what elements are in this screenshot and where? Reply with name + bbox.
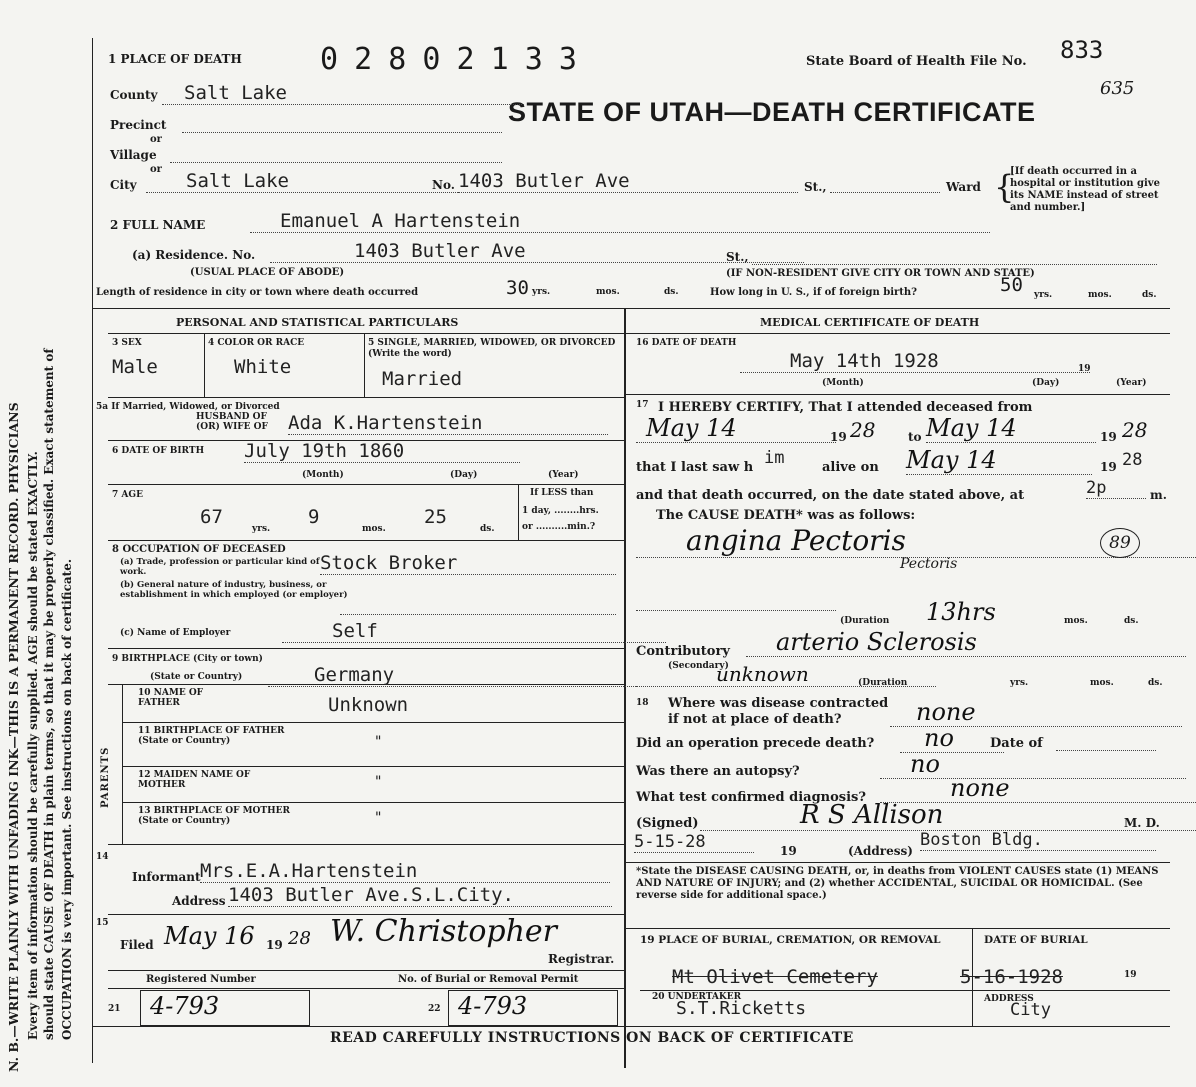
operation-label: Did an operation precede death? [636, 736, 875, 751]
him-value: im [764, 448, 785, 468]
footer-instructions: READ CAREFULLY INSTRUCTIONS ON BACK OF CERTIFICATE [330, 1030, 854, 1046]
burial-place-label: 19 PLACE OF BURIAL, CREMATION, OR REMOVAL [640, 934, 941, 946]
us-mos: mos. [1088, 290, 1112, 300]
mother-name-value: " [374, 774, 383, 790]
precinct-line [182, 118, 502, 133]
file-number-label: State Board of Health File No. [806, 54, 1027, 69]
occurred-label: and that death occurred, on the date stated above, at [636, 488, 1025, 503]
date-year-prefix: 19 [1078, 364, 1091, 374]
registered-number-label: Registered Number [146, 974, 256, 985]
dob-value: July 19th 1860 [244, 440, 520, 463]
length-residence-label: Length of residence in city or town where death occurred [96, 287, 419, 298]
contracted-label-2: if not at place of death? [668, 712, 842, 727]
informant-number: 14 [96, 852, 109, 862]
from-year-prefix: 19 [830, 430, 847, 444]
spouse-value: Ada K.Hartenstein [288, 412, 608, 435]
dob-day-label: (Day) [450, 470, 478, 480]
less-label-1: If LESS than [530, 488, 594, 498]
informant-label: Informant [132, 870, 201, 884]
father-birthplace-label: 11 BIRTHPLACE OF FATHER (State or Country) [138, 726, 285, 746]
section-divider [92, 308, 1170, 309]
contributory-label: Contributory [636, 644, 730, 659]
certify-text: I HEREBY CERTIFY, That I attended deceased from [658, 400, 1033, 415]
undertaker-address-label: ADDRESS [984, 994, 1034, 1004]
cause-value: angina Pectoris [636, 524, 1196, 558]
md-label: M. D. [1124, 816, 1160, 830]
color-label: 4 COLOR OR RACE [208, 338, 305, 348]
filed-year-prefix: 19 [266, 938, 283, 952]
file-number: 833 [1060, 36, 1104, 64]
filed-year: 28 [288, 928, 311, 949]
cause-note: Pectoris [900, 556, 958, 572]
age-mos-label: mos. [362, 524, 386, 534]
age-label: 7 AGE [112, 490, 143, 500]
death-time: 2p [1086, 478, 1146, 499]
birthplace-value: Germany [268, 664, 662, 687]
autopsy-label: Was there an autopsy? [636, 764, 800, 779]
county-value: Salt Lake [162, 82, 524, 105]
address-value: 1403 Butler Ave [458, 170, 798, 193]
no-label: No. [432, 178, 455, 192]
length-mos: mos. [596, 287, 620, 297]
certify-number: 17 [636, 400, 649, 410]
dob-year-label: (Year) [548, 470, 579, 480]
operation-value: no [900, 724, 1004, 753]
document-title: STATE OF UTAH—DEATH CERTIFICATE [508, 97, 1036, 127]
city-value: Salt Lake [146, 170, 466, 193]
ward-line [830, 178, 940, 193]
duration2-yrs: yrs. [1010, 678, 1029, 688]
birthplace-label: 9 BIRTHPLACE (City or town) [112, 654, 263, 664]
q18-number: 18 [636, 698, 649, 708]
precinct-label: Precinct [110, 118, 167, 132]
filed-label: Filed [120, 938, 154, 952]
alive-year-prefix: 19 [1100, 460, 1117, 474]
diagnosis-value: none [880, 774, 1196, 803]
death-month-label: (Month) [822, 378, 864, 388]
burial-place-value: Mt Olivet Cemetery [672, 966, 878, 988]
length-yrs: yrs. [532, 287, 551, 297]
city-label: City [110, 178, 137, 192]
physician-signature: R S Allison [700, 800, 1196, 831]
age-days: 25 [424, 506, 447, 528]
date-of-death-value: May 14th 1928 [740, 350, 1090, 373]
undertaker-value: S.T.Ricketts [676, 998, 807, 1019]
informant-address-label: Address [172, 894, 226, 908]
filed-date: May 16 [164, 922, 255, 950]
less-label-2: 1 day, ........hrs. [522, 506, 599, 516]
occupation-label: 8 OCCUPATION OF DECEASED [112, 544, 286, 555]
sex-value: Male [112, 356, 158, 378]
full-name-value: Emanuel A Hartenstein [250, 210, 990, 233]
contributory-value-2: unknown [636, 662, 936, 687]
burial-permit-label: No. of Burial or Removal Permit [398, 974, 579, 985]
county-label: County [110, 88, 158, 102]
nonresident-label: (IF NON-RESIDENT GIVE CITY OR TOWN AND STATE) [726, 268, 1035, 279]
marital-value: Married [382, 368, 463, 390]
signed-date: 5-15-28 [634, 832, 754, 853]
contracted-value: none [890, 698, 1182, 727]
date-of-death-label: 16 DATE OF DEATH [636, 338, 737, 348]
sidebar-line-4: OCCUPATION is very important. See instructions on back of certificate. [60, 558, 74, 1040]
age-years: 67 [200, 506, 223, 528]
residence-value: 1403 Butler Ave [270, 240, 804, 263]
cause-label: The CAUSE DEATH* was as follows: [656, 508, 916, 523]
undertaker-address-value: City [1010, 1000, 1051, 1020]
item-22: 22 [428, 1004, 441, 1014]
personal-section-title: PERSONAL AND STATISTICAL PARTICULARS [176, 316, 459, 329]
residence-label: (a) Residence. No. [132, 248, 256, 262]
mother-birthplace-label: 13 BIRTHPLACE OF MOTHER (State or Country) [138, 806, 290, 826]
signed-label: (Signed) [636, 816, 699, 831]
filed-number: 15 [96, 918, 109, 928]
age-ds-label: ds. [480, 524, 495, 534]
employer-label: (c) Name of Employer [120, 628, 231, 638]
occupation-a-label: (a) Trade, profession or particular kind of work. [120, 557, 320, 577]
physician-address: Boston Bldg. [920, 830, 1156, 851]
attended-from-year: 28 [850, 418, 876, 442]
hospital-note: [If death occurred in a hospital or institution give its NAME instead of street and number.] [1010, 166, 1160, 213]
frame-left [92, 38, 93, 1063]
or-2: or [150, 164, 162, 175]
usual-abode-label: (USUAL PLACE OF ABODE) [190, 267, 345, 278]
to-year-prefix: 19 [1100, 430, 1117, 444]
st-label: St., [804, 180, 827, 194]
death-year-label: (Year) [1116, 378, 1147, 388]
burial-year-label: 19 [1124, 970, 1137, 980]
less-label-3: or ..........min.? [522, 522, 596, 532]
us-yrs: yrs. [1034, 290, 1053, 300]
employer-value: Self [282, 620, 666, 643]
secondary-label: (Secondary) [668, 661, 729, 671]
length-ds: ds. [664, 287, 679, 297]
duration-label: (Duration [840, 616, 890, 626]
village-label: Village [110, 148, 157, 162]
burial-date-value: 5-16-1928 [960, 966, 1063, 988]
sidebar-line-2: Every item of information should be carefully supplied. AGE should be stated EXACTLY. [26, 451, 40, 1040]
us-ds: ds. [1142, 290, 1157, 300]
informant-address-value: 1403 Butler Ave.S.L.City. [228, 884, 612, 907]
mother-birthplace-value: " [374, 810, 383, 826]
or-1: or [150, 134, 162, 145]
last-saw-label: that I last saw h [636, 460, 754, 475]
us-residence-years: 50 [1000, 274, 1023, 296]
alive-on-label: alive on [822, 460, 879, 475]
duration-mos-label: mos. [1064, 616, 1088, 626]
dob-month-label: (Month) [302, 470, 344, 480]
occupation-value: Stock Broker [320, 552, 616, 575]
father-birthplace-value: " [374, 734, 383, 750]
duration2-mos: mos. [1090, 678, 1114, 688]
duration-ds-label: ds. [1124, 616, 1139, 626]
ward-label: Ward [946, 180, 981, 194]
village-line [170, 148, 502, 163]
father-name-value: Unknown [328, 694, 409, 716]
duration-value: 13hrs [926, 598, 996, 626]
time-m-label: m. [1150, 488, 1167, 502]
brace: { [994, 168, 1015, 206]
color-value: White [234, 356, 292, 378]
autopsy-value: no [880, 750, 1186, 779]
dob-label: 6 DATE OF BIRTH [112, 446, 205, 456]
birthplace-state-label: (State or Country) [150, 672, 243, 682]
cause-code: 89 [1100, 528, 1140, 558]
registered-number-value: 4-793 [150, 992, 220, 1020]
signed-year-label: 19 [780, 844, 797, 858]
length-residence-years: 30 [506, 277, 529, 299]
father-name-label: 10 NAME OF FATHER [138, 688, 204, 708]
certificate-number: 0 2 8 0 2 1 3 3 [320, 42, 579, 77]
residence-st-label: St., [726, 250, 749, 264]
alive-on-date: May 14 [906, 446, 1092, 475]
place-of-death-label: 1 PLACE OF DEATH [108, 52, 242, 66]
contracted-label-1: Where was disease contracted [668, 696, 889, 711]
mother-name-label: 12 MAIDEN NAME OF MOTHER [138, 770, 251, 790]
death-day-label: (Day) [1032, 378, 1060, 388]
file-number-2: 635 [1100, 78, 1135, 99]
occupation-b-label: (b) General nature of industry, business, or establishment in which employed (or employer) [120, 580, 348, 600]
registrar-signature: W. Christopher [330, 914, 558, 949]
to-label: to [908, 430, 922, 444]
attended-from-date: May 14 [636, 414, 836, 443]
sidebar-line-1: N. B.—WRITE PLAINLY WITH UNFADING INK—THIS IS A PERMANENT RECORD. PHYSICIANS [6, 402, 21, 1072]
spouse-label-1: 5a If Married, Widowed, or Divorced [96, 402, 280, 412]
registrar-label: Registrar. [548, 952, 615, 966]
duration2-label: (Duration [858, 678, 908, 688]
full-name-label: 2 FULL NAME [110, 218, 206, 232]
residence-line [752, 250, 1157, 265]
column-divider [624, 308, 626, 1068]
parents-label: PARENTS [100, 746, 111, 808]
burial-date-label: DATE OF BURIAL [984, 934, 1088, 946]
cause-footnote: *State the DISEASE CAUSING DEATH, or, in deaths from VIOLENT CAUSES state (1) MEANS AND NATURE OF INJURY; and (2) whether ACCIDENTAL, SUICIDAL OR HOMICIDAL. (See reverse side for additional space.) [636, 866, 1159, 901]
sex-label: 3 SEX [112, 338, 142, 348]
attended-to-year: 28 [1122, 418, 1148, 442]
marital-label: 5 SINGLE, MARRIED, WIDOWED, OR DIVORCED (Write the word) [368, 338, 616, 359]
age-months: 9 [308, 506, 320, 528]
attended-to-date: May 14 [926, 414, 1096, 443]
informant-value: Mrs.E.A.Hartenstein [200, 860, 610, 883]
diagnosis-label: What test confirmed diagnosis? [636, 790, 866, 805]
age-yrs-label: yrs. [252, 524, 271, 534]
spouse-label-2: HUSBAND OF [196, 412, 267, 422]
permit-number-value: 4-793 [458, 992, 528, 1020]
date-of-label: Date of [990, 736, 1043, 751]
medical-section-title: MEDICAL CERTIFICATE OF DEATH [760, 316, 980, 329]
item-21: 21 [108, 1004, 121, 1014]
alive-on-year: 28 [1122, 450, 1143, 470]
physician-address-label: (Address) [848, 844, 913, 858]
contributory-value: arterio Sclerosis [746, 628, 1186, 657]
undertaker-label: 20 UNDERTAKER [652, 992, 742, 1002]
duration2-ds: ds. [1148, 678, 1163, 688]
spouse-label-3: (OR) WIFE OF [196, 422, 268, 432]
us-residence-label: How long in U. S., if of foreign birth? [710, 287, 918, 298]
sidebar-line-3: should state CAUSE OF DEATH in plain terms, so that it may be properly classified. Exact statement of [42, 348, 56, 1040]
